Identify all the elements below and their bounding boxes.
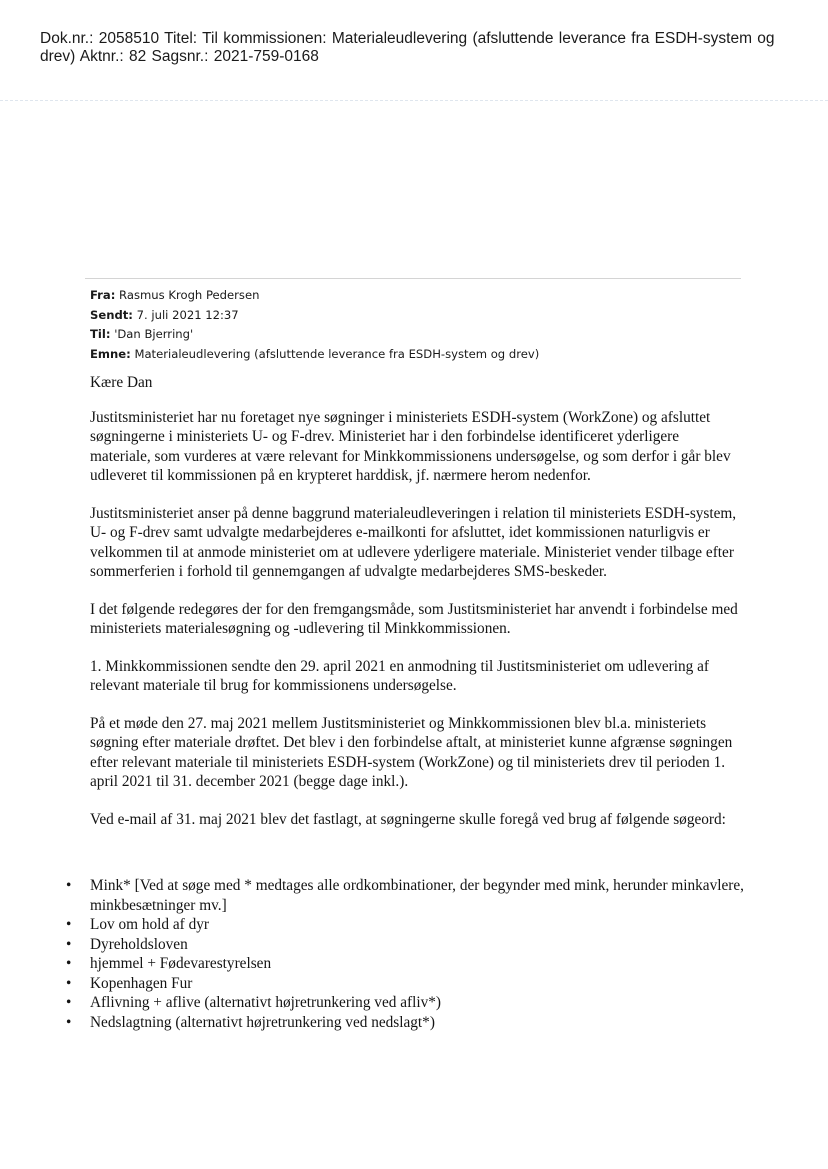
letter-paragraph: På et møde den 27. maj 2021 mellem Justitsministeriet og Minkkommissionen blev bl.a. ministeriets søgning efter materiale drøftet. Det blev i den forbindelse aftalt, at ministeriet kunne afgrænse søgningen efter relevant materiale til ministeriets ESDH-system (WorkZone) og til ministeriets drev til perioden 1. april 2021 til 31. december 2021 (begge dage inkl.).: [90, 714, 733, 790]
search-term: Kopenhagen Fur: [90, 974, 193, 992]
letter-paragraph: Ved e-mail af 31. maj 2021 blev det fastlagt, at søgningerne skulle foregå ved brug af følgende søgeord:: [90, 810, 726, 828]
from-label: Fra:: [90, 288, 116, 302]
scan-artifact-line: [0, 100, 828, 102]
bullet-icon: •: [66, 935, 72, 953]
email-from-row: [90, 286, 790, 306]
list-item: [66, 993, 746, 1013]
letter-paragraph: Justitsministeriet har nu foretaget nye søgninger i ministeriets ESDH-system (WorkZone) og afsluttet søgningerne i ministeriets U- og F-drev. Ministeriet har i den forbindelse identificeret yderligere materiale, som vurderes at være relevant for Minkkommissionens undersøgelse, og som derfor i går blev udleveret til kommissionen på en krypteret harddisk, jf. nærmere herom nedenfor.: [90, 408, 731, 484]
email-sent-row: [90, 306, 790, 326]
list-item: [66, 935, 746, 955]
to-value: 'Dan Bjerring': [114, 327, 194, 341]
search-term: Nedslagtning (alternativt højretrunkering ved nedslagt*): [90, 1013, 435, 1031]
letter-paragraph: Justitsministeriet anser på denne baggrund materialeudleveringen i relation til ministeriets ESDH-system, U- og F-drev samt udvalgte medarbejderes e-mailkonti for afsluttet, idet kommissionen naturligvis er velkommen til at anmode ministeriet om at udlevere yderligere materiale. Ministeriet vender tilbage efter sommerferien i forhold til gennemgangen af udvalgte medarbejderes SMS-beskeder.: [90, 504, 737, 580]
search-terms-list: [66, 876, 746, 1032]
bullet-icon: •: [66, 1013, 72, 1031]
search-term: Aflivning + aflive (alternativt højretrunkering ved afliv*): [90, 994, 441, 1011]
letter-paragraph: I det følgende redegøres der for den fremgangsmåde, som Justitsministeriet har anvendt i forbindelse med ministeriets materialesøgning og -udlevering til Minkkommissionen.: [90, 600, 738, 637]
document-header-line-2: drev) Aktnr.: 82 Sagsnr.: 2021-759-0168: [40, 48, 319, 65]
bullet-icon: •: [66, 974, 72, 992]
sent-label: Sendt:: [90, 307, 133, 322]
subject-value: Materialeudlevering (afsluttende leverance fra ESDH-system og drev): [134, 346, 540, 361]
bullet-icon: •: [66, 955, 72, 972]
list-item: [66, 915, 746, 935]
list-item: [66, 974, 746, 994]
list-item: [66, 1013, 746, 1033]
search-term: Mink* [Ved at søge med * medtages alle ordkombinationer, der begynder med mink, herunder minkavlere, minkbesætninger mv.]: [90, 877, 744, 914]
bullet-icon: •: [66, 916, 72, 933]
bullet-icon: •: [66, 877, 72, 894]
to-label: Til:: [90, 327, 111, 341]
list-item: [66, 876, 746, 915]
email-subject-row: [90, 345, 790, 365]
letter-greeting: Kære Dan: [90, 374, 153, 391]
from-value: Rasmus Krogh Pedersen: [119, 288, 260, 302]
email-separator-rule: [85, 278, 741, 279]
document-header: [40, 30, 810, 66]
subject-label: Emne:: [90, 346, 131, 361]
search-term: Lov om hold af dyr: [90, 916, 209, 933]
email-meta-block: [90, 286, 790, 364]
sent-value: 7. juli 2021 12:37: [136, 307, 239, 322]
letter-paragraph: 1. Minkkommissionen sendte den 29. april 2021 en anmodning til Justitsministeriet om udlevering af relevant materiale til brug for kommissionens undersøgelse.: [90, 657, 710, 694]
letter-body: [90, 373, 740, 847]
document-header-line-1: Dok.nr.: 2058510 Titel: Til kommissionen: Materialeudlevering (afsluttende leverance fra ESDH-system og: [40, 30, 775, 47]
email-to-row: [90, 325, 790, 345]
bullet-icon: •: [66, 994, 72, 1011]
list-item: [66, 954, 746, 974]
search-term: Dyreholdsloven: [90, 935, 188, 953]
search-term: hjemmel + Fødevarestyrelsen: [90, 955, 272, 972]
